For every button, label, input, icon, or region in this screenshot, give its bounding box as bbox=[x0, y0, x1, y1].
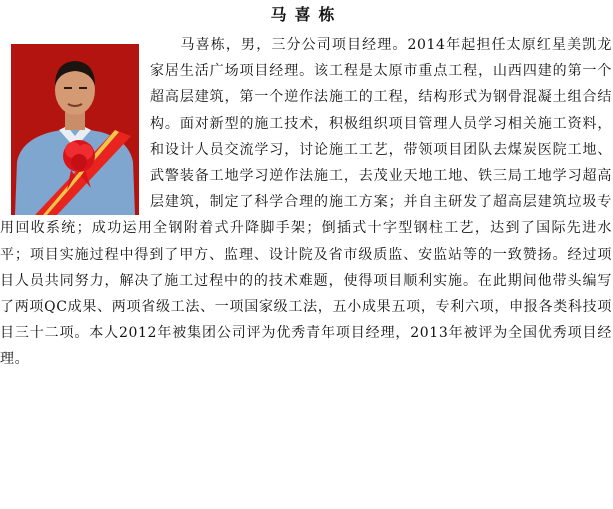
photo-spacer bbox=[0, 32, 150, 215]
biography-paragraph bbox=[0, 32, 612, 373]
biography-text: 马喜栋，男，三分公司项目经理。2014年起担任太原红星美凯龙家居生活广场项目经理。该工程是太原市重点工程，山西四建的第一个超高层建筑，第一个逆作法施工的工程，结构形式为钢骨混凝土组合结构。面对新型的施工技术，积极组织项目管理人员学习相关施工资料，和设计人员交流学习，讨论施工工艺，带领项目团队去煤炭医院工地、武警装备工地学习逆作法施工，去茂业天地工地、铁三局工地学习超高层建筑，制定了科学合理的施工方案；并自主研发了超高层建筑垃圾专用回收系统；成功运用全钢附着式升降脚手架；倒插式十字型钢柱工艺，达到了国际先进水平；项目实施过程中得到了甲方、监理、设计院及省市级质监、安监站等的一致赞扬。经过项目人员共同努力，解决了施工过程中的的技术难题，使得项目顺利实施。在此期间他带头编写了两项QC成果、两项省级工法、一项国家级工法，五小成果五项，专利六项，申报各类科技项目三十二项。本人2012年被集团公司评为优秀青年项目经理，2013年被评为全国优秀项目经理。 bbox=[0, 37, 612, 368]
page-title: 马喜栋 bbox=[270, 5, 343, 24]
